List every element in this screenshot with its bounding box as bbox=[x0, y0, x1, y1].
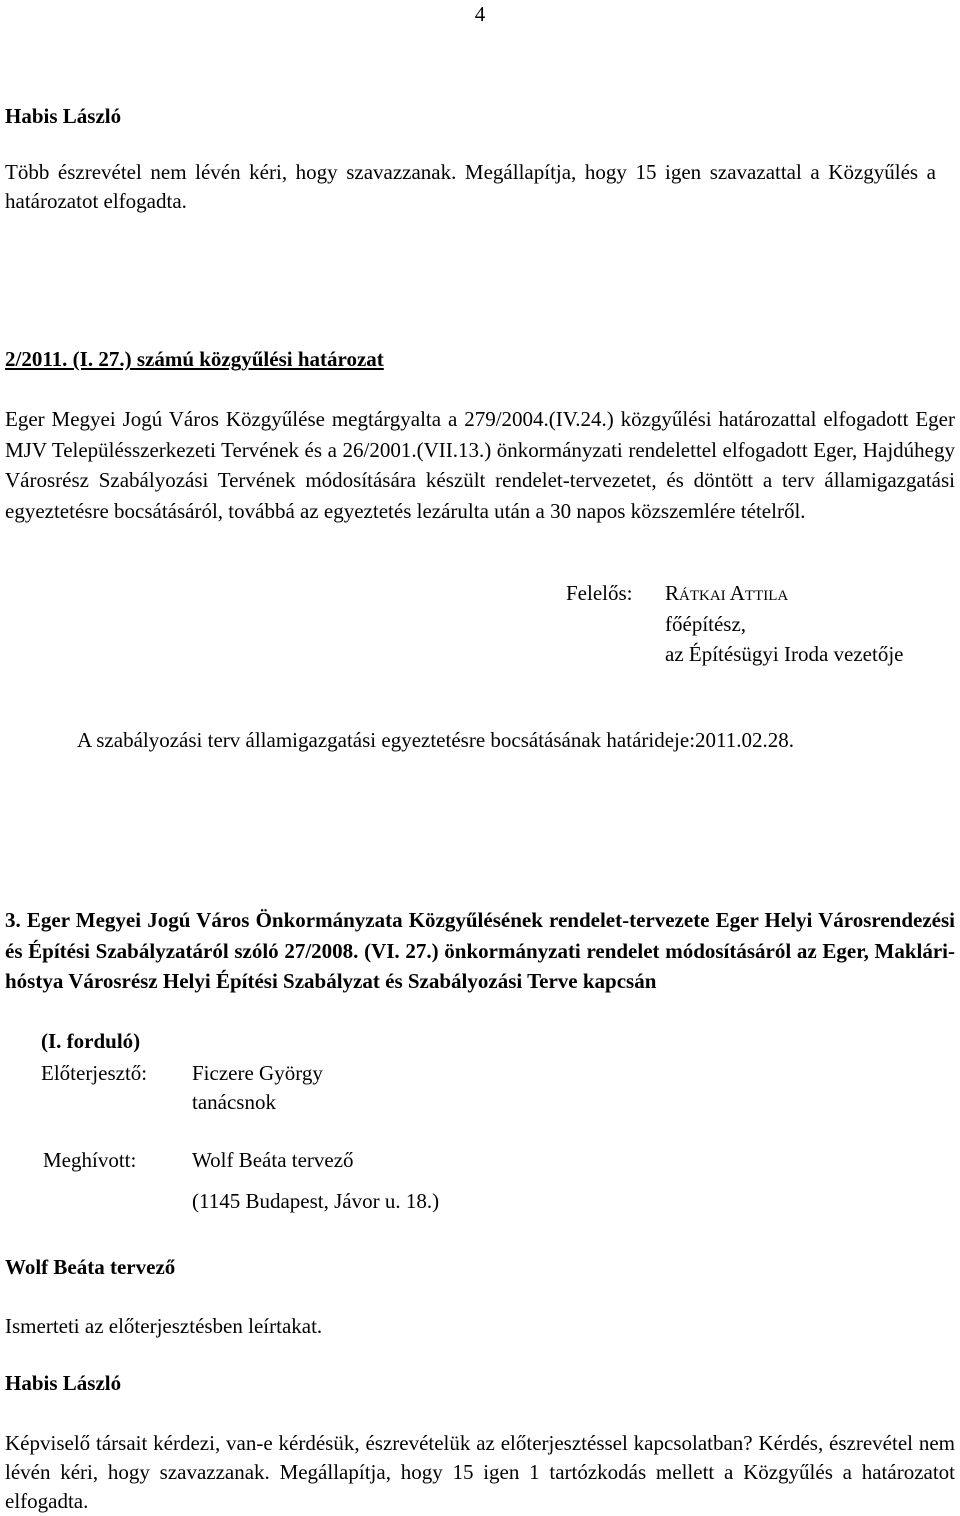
agenda-item-round: (I. forduló) bbox=[41, 1029, 141, 1053]
agenda-item-title: 3. Eger Megyei Jogú Város Önkormányzata Közgyűlésének rendelet-tervezete Eger Helyi Városrendezési és Építési Szabályzatáról szóló 27/2008. (VI. 27.) önkormányzati rendelet módosításáról az Eger, Maklári-hóstya Városrész Helyi Építési Szabályzat és Szabályozási Terve kapcsán bbox=[5, 908, 955, 993]
paragraph-final-vote: Képviselő társait kérdezi, van-e kérdésük, észrevételük az előterjesztéssel kapcsolatban? Kérdés, észrevétel nem lévén kéri, hogy szavazzanak. Megállapítja, hogy 15 igen 1 tartózkodás mellett a Közgyűlés a határozatot elfogadta. bbox=[5, 1431, 955, 1513]
presenter-label: Előterjesztő: bbox=[41, 1061, 148, 1085]
invited-address: (1145 Budapest, Jávor u. 18.) bbox=[192, 1189, 440, 1213]
speaker-name: Wolf Beáta tervező bbox=[5, 1255, 176, 1279]
invited-name: Wolf Beáta tervező bbox=[192, 1148, 354, 1172]
responsible-office: az Építésügyi Iroda vezetője bbox=[665, 642, 904, 666]
speaker-name: Habis László bbox=[5, 1371, 122, 1395]
page-number: 4 bbox=[474, 2, 486, 26]
responsible-role: főépítész, bbox=[665, 612, 747, 636]
presenter-role: tanácsnok bbox=[192, 1090, 276, 1114]
responsible-name: Rátkai Attila bbox=[665, 581, 789, 605]
deadline-line: A szabályozási terv államigazgatási egyeztetésre bocsátásának határideje:2011.02.28. bbox=[77, 728, 795, 752]
paragraph-vote-result: Több észrevétel nem lévén kéri, hogy szavazzanak. Megállapítja, hogy 15 igen szavazattal a Közgyűlés a határozatot elfogadta. bbox=[5, 160, 936, 213]
presenter-name: Ficzere György bbox=[192, 1061, 323, 1085]
invited-label: Meghívott: bbox=[43, 1148, 137, 1172]
resolution-title: 2/2011. (I. 27.) számú közgyűlési határozat bbox=[5, 347, 384, 371]
speaker-name: Habis László bbox=[5, 104, 122, 128]
paragraph-presentation: Ismerteti az előterjesztésben leírtakat. bbox=[5, 1314, 323, 1338]
resolution-body: Eger Megyei Jogú Város Közgyűlése megtárgyalta a 279/2004.(IV.24.) közgyűlési határozattal elfogadott Eger MJV Településszerkezeti Tervének és a 26/2001.(VII.13.) önkormányzati rendelettel elfogadott Eger, Hajdúhegy Városrész Szabályozási Tervének módosítására készült rendelet-tervezetet, és döntött a terv államigazgatási egyeztetésre bocsátásáról, továbbá az egyeztetés lezárulta után a 30 napos közszemlére tételről. bbox=[5, 407, 955, 523]
responsible-label: Felelős: bbox=[566, 581, 633, 605]
